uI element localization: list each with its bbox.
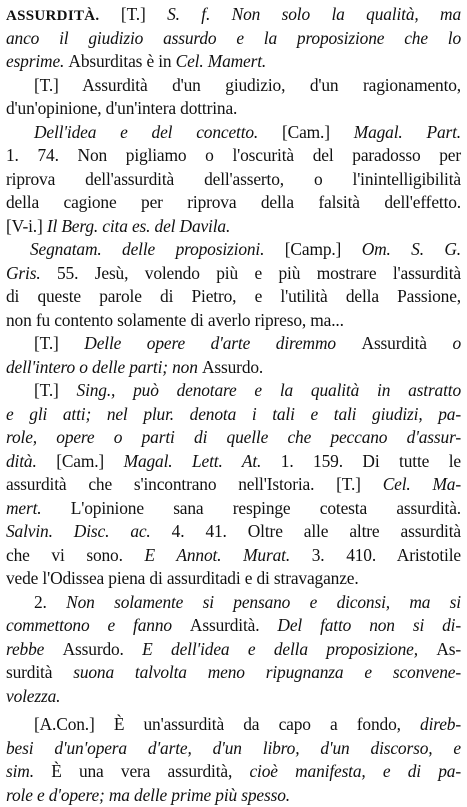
entry-line xyxy=(6,544,461,568)
italic-text: Delle opere d'arte diremmo xyxy=(84,333,361,353)
entry-line xyxy=(6,614,461,638)
italic-text: Segnatam. delle proposizioni. xyxy=(30,239,285,259)
roman-text: [Camp.] xyxy=(285,239,362,259)
italic-text: o xyxy=(452,333,461,353)
roman-text: 1. 159. Di tutte le xyxy=(281,451,461,471)
italic-text: E Annot. Murat. xyxy=(145,545,312,565)
entry-line xyxy=(6,356,461,380)
entry-line xyxy=(6,713,461,737)
roman-text: Assurdità xyxy=(362,333,453,353)
roman-text: Absurditas è in xyxy=(68,51,175,71)
roman-text: 2. xyxy=(34,592,66,612)
italic-text: mert. xyxy=(6,498,71,518)
italic-text: esprime. xyxy=(6,51,68,71)
italic-text: suona talvolta meno ripugnanza e sconvene- xyxy=(73,662,461,682)
roman-text: As- xyxy=(436,639,461,659)
italic-text: sim. xyxy=(6,761,51,781)
entry-line xyxy=(6,450,461,474)
entry-line xyxy=(6,285,461,309)
entry-line xyxy=(6,520,461,544)
entry-line xyxy=(6,784,461,807)
roman-text: riprova dell'assurdità dell'asserto, o l'inintelligibilità xyxy=(6,169,461,189)
entry-line xyxy=(6,97,461,121)
roman-text: assurdità che s'incontrano nell'Istoria. [T.] xyxy=(6,474,383,494)
entry-line xyxy=(6,332,461,356)
roman-text: Assurdo. xyxy=(63,639,143,659)
entry-line xyxy=(6,144,461,168)
roman-text: vede l'Odissea piena di assurditadi e di stravaganze. xyxy=(6,568,359,588)
entry-line xyxy=(6,309,461,333)
entry-line xyxy=(6,3,461,27)
entry-line xyxy=(6,403,461,427)
entry-line xyxy=(6,591,461,615)
entry-line xyxy=(6,473,461,497)
italic-text: Salvin. Disc. ac. xyxy=(6,521,172,541)
entry-line xyxy=(6,262,461,286)
italic-text: role e d'opere; ma delle prime più spesso. xyxy=(6,785,290,805)
italic-text: Gris. xyxy=(6,263,57,283)
entry-line xyxy=(6,685,461,709)
italic-text: Non solamente si pensano e diconsi, ma si xyxy=(66,592,461,612)
roman-text: di queste parole di Pietro, e l'utilità della Passione, xyxy=(6,286,461,306)
italic-text: dell'intero o delle parti; non xyxy=(6,357,202,377)
roman-text: della cagione per riprova della falsità dell'effetto. xyxy=(6,192,461,212)
italic-text: Om. S. G. xyxy=(362,239,461,259)
italic-text: volezza. xyxy=(6,686,60,706)
roman-text: 55. Jesù, volendo più e più mostrare l'assurdità xyxy=(57,263,461,283)
italic-text: direb- xyxy=(420,714,461,734)
entry-line xyxy=(6,121,461,145)
roman-text: che vi sono. xyxy=(6,545,145,565)
roman-text: [V-i.] xyxy=(6,216,47,236)
roman-text: [T.] xyxy=(121,4,167,24)
roman-text: Assurdo. xyxy=(202,357,263,377)
entry-line xyxy=(6,74,461,98)
roman-text: L'opinione sana respinge cotesta assurdità. xyxy=(71,498,461,518)
roman-text: 4. 41. Oltre alle altre assurdità xyxy=(172,521,461,541)
italic-text: S. f. Non solo la qualità, ma xyxy=(167,4,461,24)
roman-text: 3. 410. Aristotile xyxy=(312,545,461,565)
italic-text: Magal. Lett. At. xyxy=(124,451,281,471)
italic-text: rebbe xyxy=(6,639,63,659)
entry-line xyxy=(6,661,461,685)
italic-text: cioè manifesta, e di pa- xyxy=(249,761,461,781)
roman-text: 1. 74. Non pigliamo o l'oscurità del paradosso per xyxy=(6,145,461,165)
entry-line xyxy=(6,50,461,74)
italic-text: besi d'un'opera d'arte, d'un libro, d'un discorso, e xyxy=(6,738,461,758)
entry-line xyxy=(6,760,461,784)
italic-text: Dell'idea e del concetto. xyxy=(34,122,282,142)
entry-line xyxy=(6,27,461,51)
roman-text: [Cam.] xyxy=(56,451,123,471)
italic-text: Magal. Part. xyxy=(354,122,461,142)
entry-line xyxy=(6,737,461,761)
entry-line xyxy=(6,567,461,591)
entry-line xyxy=(6,426,461,450)
roman-text: [T.] xyxy=(34,380,77,400)
italic-text: E dell'idea e della proposizione, xyxy=(142,639,436,659)
italic-text: Sing., può denotare e la qualità in astratto xyxy=(77,380,461,400)
entry-line xyxy=(6,638,461,662)
headword: ASSURDITÀ. xyxy=(6,8,99,24)
roman-text: [T.] Assurdità d'un giudizio, d'un ragionamento, xyxy=(34,75,461,95)
italic-text: dità. xyxy=(6,451,56,471)
italic-text: Del fatto non si di- xyxy=(277,615,461,635)
roman-text: non fu contento solamente di averlo ripreso, ma... xyxy=(6,310,344,330)
italic-text: Cel. Mamert. xyxy=(176,51,266,71)
italic-text: e gli atti; nel plur. denota i tali e tali giudizi, pa- xyxy=(6,404,461,424)
roman-text: [T.] xyxy=(34,333,84,353)
roman-text: [Cam.] xyxy=(282,122,354,142)
italic-text: commettono e fanno xyxy=(6,615,190,635)
entry-line xyxy=(6,379,461,403)
entry-line xyxy=(6,191,461,215)
roman-text: Assurdità. xyxy=(190,615,278,635)
dictionary-entry-assurdita xyxy=(6,3,461,807)
entry-line xyxy=(6,238,461,262)
roman-text: surdità xyxy=(6,662,73,682)
entry-line xyxy=(6,497,461,521)
entry-line xyxy=(6,168,461,192)
italic-text: Cel. Ma- xyxy=(383,474,461,494)
roman-text: [A.Con.] È un'assurdità da capo a fondo, xyxy=(34,714,420,734)
roman-text: È una vera assurdità, xyxy=(51,761,249,781)
roman-text: d'un'opinione, d'un'intera dottrina. xyxy=(6,98,237,118)
entry-line xyxy=(6,215,461,239)
italic-text: role, opere o parti di quelle che peccano d'assur- xyxy=(6,427,461,447)
italic-text: anco il giudizio assurdo e la proposizione che lo xyxy=(6,28,461,48)
italic-text: Il Berg. cita es. del Davila. xyxy=(47,216,230,236)
